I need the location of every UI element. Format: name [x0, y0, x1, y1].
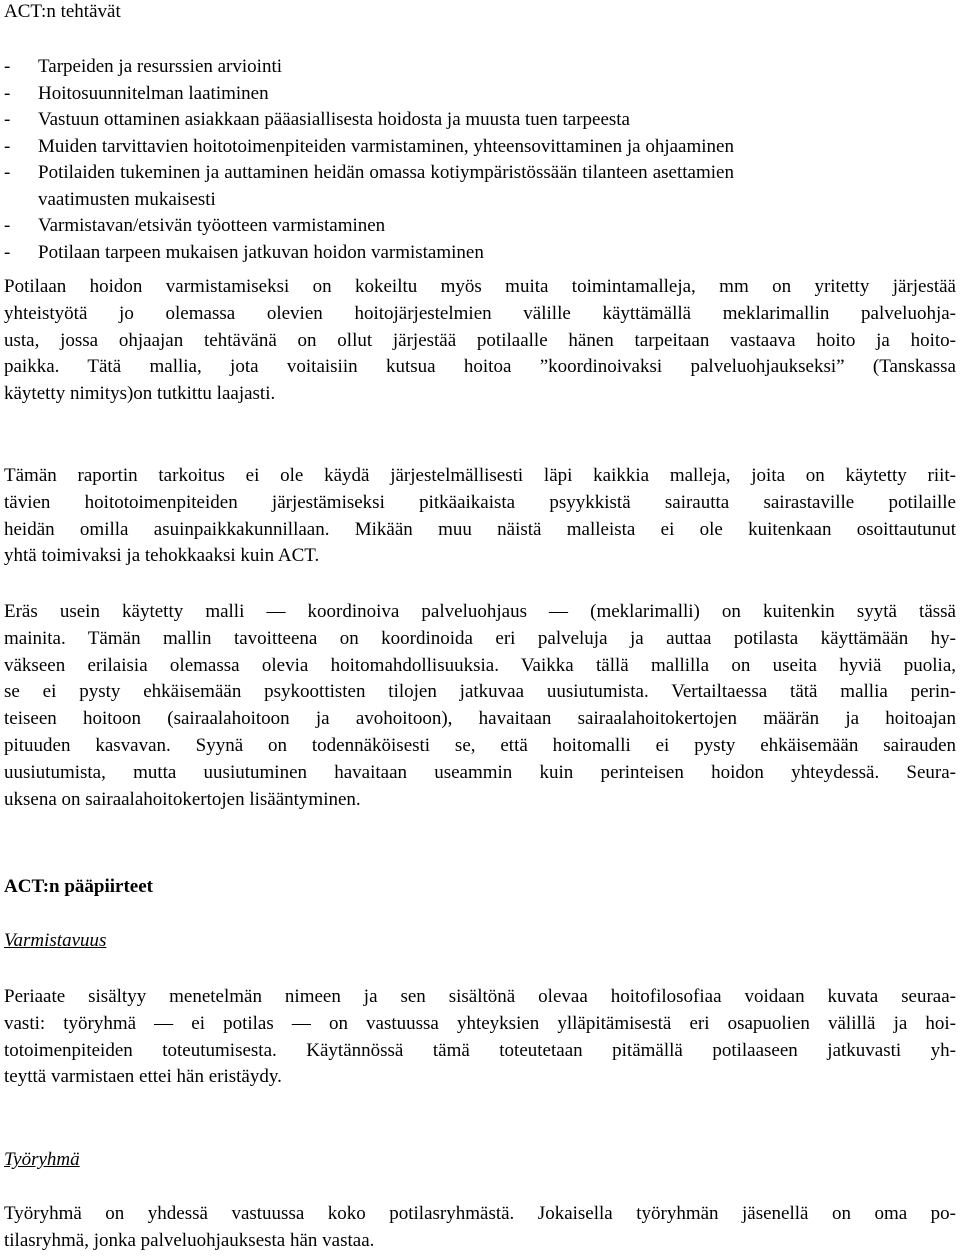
paragraph-broker-model: Eräs usein käytetty malli — koordinoiva palveluohjaus — (meklarimalli) on kuitenkin syytä tässä mainita. Tämän mallin tavoitteena on koordinoida eri palveluja ja auttaa potilasta käyttämään hy- väkseen erilaisia olemassa olevia hoitomahdollisuuksia. Vaikka tällä mallilla on useita hyviä puolia, se ei pysty ehkäisemään psykoottisten tilojen jatkuvaa uusiutumista. Vertailtaessa tätä mallia perin- teiseen hoitoon (sairaalahoitoon ja avohoitoon), havaitaan sairaalahoitokertojen määrän ja hoitoajan pituuden kasvavan. Syynä on todennäköisesti se, että hoitomalli ei pysty ehkäisemään sairauden uusiutumista, mutta uusiutuminen havaitaan useammin kuin perinteisen hoidon yhteydessä. Seura- uksena on sairaalahoitokertojen lisääntyminen. — [4, 601, 956, 810]
list-item: - Vastuun ottaminen asiakkaan pääasiallisesta hoidosta ja muusta tuen tarpeesta — [4, 109, 630, 130]
paragraph-varmistavuus: Periaate sisältyy menetelmän nimeen ja sen sisältönä olevaa hoitofilosofiaa voidaan kuvata seuraa- vasti: työryhmä — ei potilas — on vastuussa yhteyksien ylläpitämisestä eri osapuolien välillä ja hoi- totoimenpiteiden toteutumisesta. Käytännössä tämä toteutetaan pitämällä potilaaseen jatkuvasti yh- teyttä varmistaen ettei hän eristäydy. — [4, 986, 956, 1088]
subheading-tyoryhma: Työryhmä — [4, 1149, 80, 1170]
list-item: - Varmistavan/etsivän työotteen varmistaminen — [4, 215, 386, 236]
task-list — [4, 54, 734, 266]
paragraph-report-purpose: Tämän raportin tarkoitus ei ole käydä järjestelmällisesti läpi kaikkia malleja, joita on käytetty riit- tävien hoitotoimenpiteiden järjestämiseksi pitkäaikaista psyykkistä sairautta sairastaville potilaille heidän omilla asuinpaikkakunnillaan. Mikään muu näistä malleista ei ole kuitenkaan osoittautunut yhtä toimivaksi ja tehokkaaksi kuin ACT. — [4, 465, 956, 567]
page-title: ACT:n tehtävät — [4, 1, 121, 22]
paragraph-tyoryhma: Työryhmä on yhdessä vastuussa koko potilasryhmästä. Jokaisella työryhmän jäsenellä on oma po- tilasryhmä, jonka palveluohjauksesta hän vastaa. — [4, 1203, 956, 1251]
list-item: - Potilaiden tukeminen ja auttaminen heidän omassa kotiympäristössään tilanteen asettamien vaatimusten mukaisesti — [4, 162, 734, 210]
list-item: - Muiden tarvittavien hoitotoimenpiteiden varmistaminen, yhteensovittaminen ja ohjaaminen — [4, 135, 734, 157]
list-item: - Tarpeiden ja resurssien arviointi — [4, 56, 283, 77]
paragraph-other-models: Potilaan hoidon varmistamiseksi on kokeiltu myös muita toimintamalleja, mm on yritetty järjestää yhteistyötä jo olemassa olevien hoitojärjestelmien välille käyttämällä meklarimallin palveluohja- usta, jossa ohjaajan tehtävänä on ollut järjestää potilaalle hänen tarpeitaan vastaava hoito ja hoito- paikka. Tätä mallia, jota voitaisiin kutsua hoitoa ”koordinoivaksi palveluohjaukseksi” (Tanskassa käytetty nimitys)on tutkittu laajasti. — [4, 276, 956, 405]
subheading-varmistavuus: Varmistavuus — [4, 930, 107, 951]
section-heading-features: ACT:n pääpiirteet — [4, 876, 153, 897]
list-item: - Potilaan tarpeen mukaisen jatkuvan hoidon varmistaminen — [4, 241, 484, 263]
list-item: - Hoitosuunnitelman laatiminen — [4, 82, 269, 104]
